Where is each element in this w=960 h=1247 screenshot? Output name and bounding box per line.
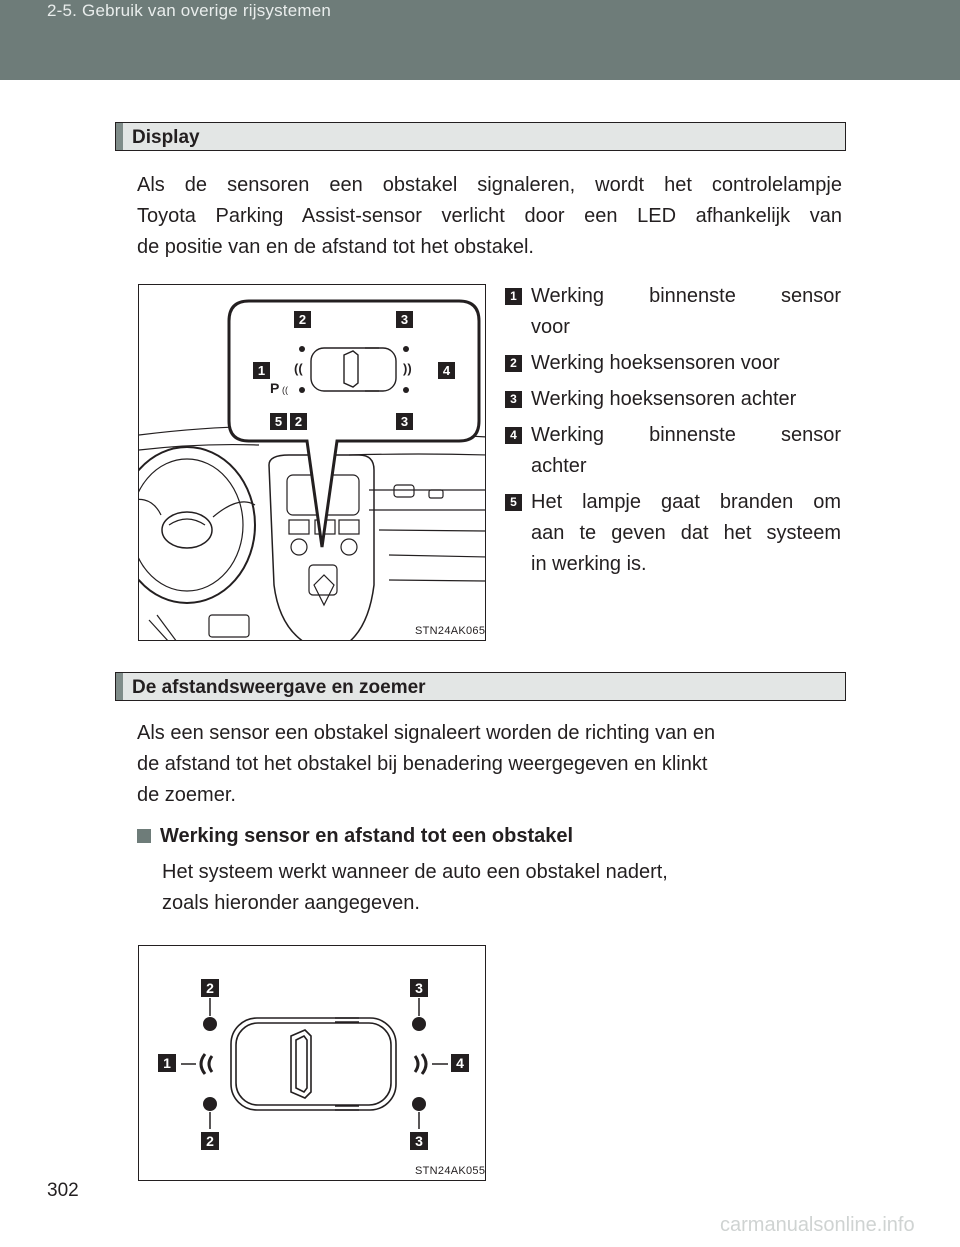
legend-number: 2 bbox=[505, 355, 522, 372]
distance-paragraph bbox=[137, 718, 842, 811]
paragraph-line: Als een sensor een obstakel signaleert worden de richting van en bbox=[137, 722, 716, 744]
subheading bbox=[137, 825, 573, 848]
legend-text: aan te geven dat het systeem bbox=[531, 522, 841, 544]
paragraph-line: zoals hieronder aangegeven. bbox=[162, 892, 420, 914]
legend-item bbox=[505, 420, 841, 482]
section-heading-display bbox=[115, 122, 846, 151]
callout-5: 5 bbox=[274, 414, 283, 429]
paragraph-line: Toyota Parking Assist-sensor verlicht door een LED afhankelijk van bbox=[137, 205, 842, 227]
legend-text: Het lampje gaat branden om bbox=[531, 491, 841, 513]
page-header bbox=[0, 0, 960, 80]
paragraph-line: de positie van en de afstand tot het obstakel. bbox=[137, 236, 534, 258]
callout-3b: 3 bbox=[400, 414, 409, 429]
callout-2: 2 bbox=[298, 312, 307, 327]
callout-2: 2 bbox=[206, 980, 214, 996]
callout-3: 3 bbox=[415, 980, 423, 996]
section-title: Display bbox=[132, 127, 200, 148]
watermark: carmanualsonline.info bbox=[720, 1214, 915, 1236]
paragraph-line: Het systeem werkt wanneer de auto een obstakel nadert, bbox=[162, 861, 668, 883]
legend-item bbox=[505, 281, 841, 343]
svg-text:((: (( bbox=[294, 361, 303, 376]
legend-text: Werking binnenste sensor bbox=[531, 285, 841, 307]
page-number: 302 bbox=[47, 1180, 79, 1201]
legend-number: 3 bbox=[505, 391, 522, 408]
callout-3b: 3 bbox=[415, 1133, 423, 1149]
paragraph-line: de afstand tot het obstakel bij benadering weergegeven en klinkt bbox=[137, 753, 708, 775]
legend-text: Werking binnenste sensor bbox=[531, 424, 841, 446]
callout-1: 1 bbox=[163, 1055, 171, 1071]
paragraph-line: de zoemer. bbox=[137, 784, 236, 806]
display-legend bbox=[505, 281, 841, 585]
legend-text: achter bbox=[531, 455, 587, 477]
legend-item bbox=[505, 348, 841, 379]
legend-number: 4 bbox=[505, 427, 522, 444]
callout-1: 1 bbox=[257, 363, 266, 378]
parking-indicator-label: P bbox=[270, 380, 280, 396]
dashboard-figure bbox=[138, 284, 486, 641]
svg-text:)): )) bbox=[403, 361, 412, 376]
svg-text:((: (( bbox=[282, 385, 288, 395]
callout-3: 3 bbox=[400, 312, 409, 327]
subheading-text: Werking sensor en afstand tot een obstakel bbox=[160, 825, 574, 847]
sensor-figure bbox=[138, 945, 486, 1181]
legend-number: 5 bbox=[505, 494, 522, 511]
legend-item bbox=[505, 384, 841, 415]
display-paragraph bbox=[137, 170, 842, 263]
legend-text: voor bbox=[531, 316, 570, 338]
paragraph-line: Als de sensoren een obstakel signaleren, wordt het controlelampje bbox=[137, 174, 842, 196]
legend-item bbox=[505, 487, 841, 580]
callout-2b: 2 bbox=[206, 1133, 214, 1149]
legend-number: 1 bbox=[505, 288, 522, 305]
callout-4: 4 bbox=[442, 363, 451, 378]
legend-text: Werking hoeksensoren voor bbox=[531, 352, 780, 374]
figure-code: STN24AK055 bbox=[415, 1165, 486, 1177]
figure-code: STN24AK065 bbox=[415, 625, 486, 637]
legend-text: in werking is. bbox=[531, 553, 647, 575]
sensor-diagram bbox=[139, 946, 486, 1181]
section-title: De afstandsweergave en zoemer bbox=[132, 677, 426, 698]
dashboard-illustration bbox=[139, 285, 486, 641]
bullet-square-icon bbox=[137, 829, 151, 843]
callout-2b: 2 bbox=[294, 414, 303, 429]
callout-4: 4 bbox=[456, 1055, 464, 1071]
section-heading-distance bbox=[115, 672, 846, 701]
chapter-breadcrumb: 2-5. Gebruik van overige rijsystemen bbox=[47, 1, 332, 20]
legend-text: Werking hoeksensoren achter bbox=[531, 388, 797, 410]
sub-paragraph bbox=[162, 857, 668, 919]
